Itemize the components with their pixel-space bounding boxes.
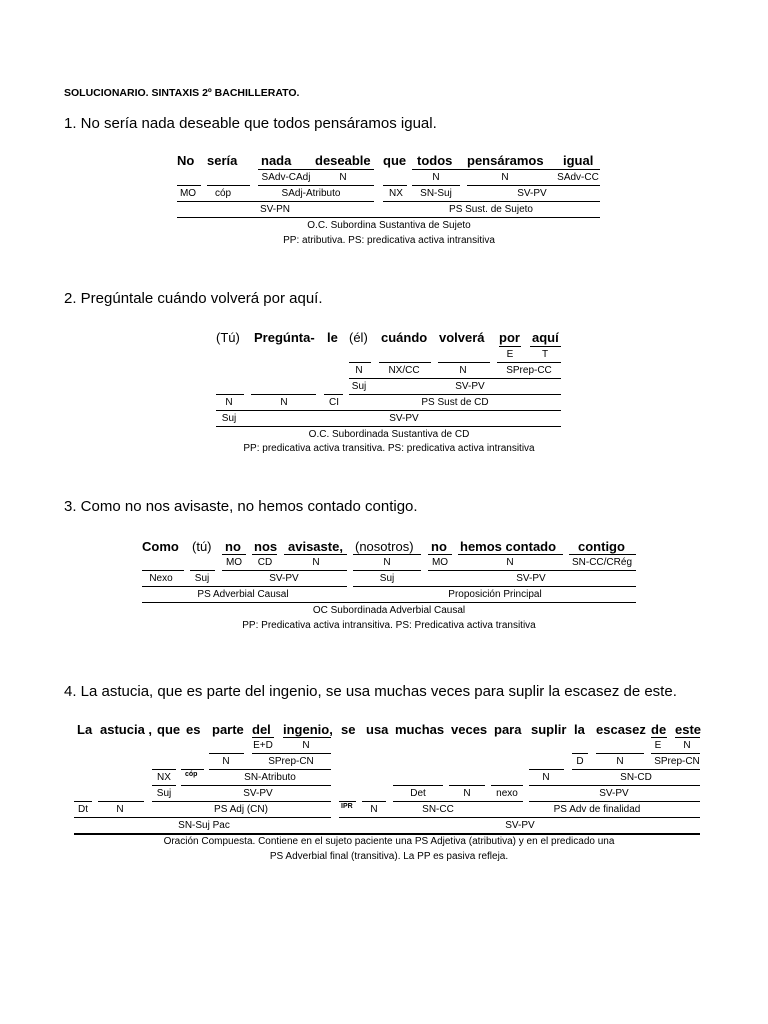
tag: SN-CC/CRég bbox=[571, 557, 633, 568]
tag: PS Sust. de Sujeto bbox=[449, 204, 533, 215]
tag: SV-PV bbox=[599, 788, 629, 799]
tag: N bbox=[542, 772, 550, 783]
tag: SV-PV bbox=[455, 381, 485, 392]
tag: Suj bbox=[156, 788, 172, 799]
word: no bbox=[431, 539, 447, 554]
word: astucia , bbox=[100, 722, 153, 737]
word: La bbox=[77, 722, 93, 737]
tag: SAdv-CAdj bbox=[261, 172, 311, 183]
tag: Suj bbox=[379, 573, 395, 584]
word: escasez bbox=[596, 722, 646, 737]
word: (nosotros) bbox=[355, 539, 414, 554]
tag: N bbox=[463, 788, 471, 799]
tag: SPrep-CN bbox=[654, 756, 700, 767]
word: es bbox=[186, 722, 201, 737]
tag: SN-Suj Pac bbox=[178, 820, 230, 831]
tag: SN-CC bbox=[422, 804, 454, 815]
word: cuándo bbox=[381, 330, 428, 345]
word: que bbox=[383, 153, 407, 168]
word: deseable bbox=[315, 153, 371, 168]
word: nada bbox=[261, 153, 292, 168]
word: Como bbox=[142, 539, 179, 554]
tag: Suj bbox=[194, 573, 210, 584]
word: muchas bbox=[395, 722, 445, 737]
analysis-note: PS Adverbial final (transitiva). La PP es pasiva refleja. bbox=[269, 851, 509, 862]
tag: SN-CD bbox=[620, 772, 652, 783]
tag: N bbox=[370, 804, 378, 815]
word: (Tú) bbox=[216, 330, 240, 345]
tag: SV-PN bbox=[259, 204, 291, 215]
tag: N bbox=[222, 756, 230, 767]
tag: PS Adj (CN) bbox=[214, 804, 268, 815]
tag: PS Adverbial Causal bbox=[197, 589, 289, 600]
tag: N bbox=[312, 557, 320, 568]
analysis-label: O.C. Subordina Sustantiva de Sujeto bbox=[307, 220, 471, 231]
tag: N bbox=[302, 740, 310, 751]
tag: N bbox=[225, 397, 233, 408]
tag: N bbox=[355, 365, 363, 376]
tag: MO bbox=[179, 188, 197, 199]
tag: cóp bbox=[214, 188, 232, 199]
tag: T bbox=[541, 349, 549, 360]
word: Pregúnta- bbox=[254, 330, 315, 345]
tag: Det bbox=[410, 788, 426, 799]
word: este bbox=[675, 722, 702, 737]
word: para bbox=[494, 722, 522, 737]
tag: Suj bbox=[221, 413, 237, 424]
tag: SV-PV bbox=[517, 188, 547, 199]
tag: N bbox=[683, 740, 691, 751]
word: No bbox=[177, 153, 195, 168]
tag: SV-PV bbox=[505, 820, 535, 831]
word: contigo bbox=[578, 539, 625, 554]
word: ingenio, bbox=[283, 722, 333, 737]
tag: NX/CC bbox=[388, 365, 420, 376]
word: de bbox=[651, 722, 667, 737]
word: pensáramos bbox=[467, 153, 544, 168]
tag: E bbox=[506, 349, 514, 360]
word: avisaste, bbox=[288, 539, 343, 554]
tag: SN-Suj bbox=[420, 188, 452, 199]
word: aquí bbox=[532, 330, 559, 345]
word: la bbox=[574, 722, 585, 737]
exercise-1-heading: 1. No sería nada deseable que todos pensáramos igual. bbox=[64, 115, 437, 132]
tag: CI bbox=[329, 397, 339, 408]
analysis-note: PP: Predicativa activa intransitiva. PS: Predicativa activa transitiva bbox=[242, 620, 536, 631]
word: por bbox=[499, 330, 520, 345]
tag: N bbox=[383, 557, 391, 568]
tag: SPrep-CN bbox=[268, 756, 314, 767]
tag: N bbox=[280, 397, 288, 408]
word: hemos contado bbox=[460, 539, 557, 554]
exercise-3-heading: 3. Como no nos avisaste, no hemos contado contigo. bbox=[64, 498, 418, 515]
tag: PS Adv de finalidad bbox=[553, 804, 641, 815]
word: (él) bbox=[349, 330, 368, 345]
tag: SV-PV bbox=[243, 788, 273, 799]
tag: SN-Atributo bbox=[244, 772, 296, 783]
word: suplir bbox=[531, 722, 567, 737]
word: que bbox=[157, 722, 181, 737]
tag: NX bbox=[389, 188, 403, 199]
tag: nexo bbox=[496, 788, 518, 799]
word: veces bbox=[451, 722, 488, 737]
exercise-2-heading: 2. Pregúntale cuándo volverá por aquí. bbox=[64, 290, 323, 307]
tag: SV-PV bbox=[269, 573, 299, 584]
word: sería bbox=[207, 153, 238, 168]
analysis-note: PP: predicativa activa transitiva. PS: predicativa activa intransitiva bbox=[243, 443, 535, 454]
tag: SAdj-Atributo bbox=[281, 188, 341, 199]
tag: N bbox=[116, 804, 124, 815]
word: (tú) bbox=[192, 539, 212, 554]
word: parte bbox=[212, 722, 244, 737]
tag: cóp bbox=[185, 771, 198, 778]
word: le bbox=[327, 330, 338, 345]
tag: NX bbox=[157, 772, 171, 783]
analysis-label: OC Subordinada Adverbial Causal bbox=[312, 605, 466, 616]
tag: SPrep-CC bbox=[506, 365, 552, 376]
tag: N bbox=[506, 557, 514, 568]
tag: Nexo bbox=[149, 573, 173, 584]
exercise-4-heading: 4. La astucia, que es parte del ingenio, se usa muchas veces para suplir la escasez de este. bbox=[64, 683, 677, 700]
tag: CD bbox=[257, 557, 273, 568]
tag: MO bbox=[225, 557, 243, 568]
tag: Proposición Principal bbox=[448, 589, 542, 600]
tag: N bbox=[459, 365, 467, 376]
tag: Suj bbox=[351, 381, 367, 392]
tag: IPR bbox=[341, 803, 353, 810]
word: usa bbox=[366, 722, 389, 737]
tag: E bbox=[654, 740, 662, 751]
word: volverá bbox=[439, 330, 485, 345]
tag: Dt bbox=[78, 804, 88, 815]
tag: N bbox=[616, 756, 624, 767]
analysis-label: O.C. Subordinada Sustantiva de CD bbox=[308, 429, 470, 440]
tag: MO bbox=[431, 557, 449, 568]
word: todos bbox=[417, 153, 453, 168]
word: nos bbox=[254, 539, 278, 554]
tag: N bbox=[339, 172, 347, 183]
word: igual bbox=[563, 153, 594, 168]
tag: N bbox=[432, 172, 440, 183]
word: se bbox=[341, 722, 356, 737]
tag: PS Sust de CD bbox=[421, 397, 489, 408]
tag: N bbox=[501, 172, 509, 183]
word: del bbox=[252, 722, 271, 737]
tag: E+D bbox=[253, 740, 273, 751]
analysis-note: PP: atributiva. PS: predicativa activa intransitiva bbox=[283, 235, 495, 246]
tag: SV-PV bbox=[389, 413, 419, 424]
tag: SV-PV bbox=[516, 573, 546, 584]
document-title: SOLUCIONARIO. SINTAXIS 2º BACHILLERATO. bbox=[64, 87, 300, 99]
tag: D bbox=[576, 756, 584, 767]
word: no bbox=[225, 539, 241, 554]
analysis-note: Oración Compuesta. Contiene en el sujeto paciente una PS Adjetiva (atributiva) y en el predicado una bbox=[163, 836, 615, 847]
tag: SAdv-CC bbox=[557, 172, 599, 183]
